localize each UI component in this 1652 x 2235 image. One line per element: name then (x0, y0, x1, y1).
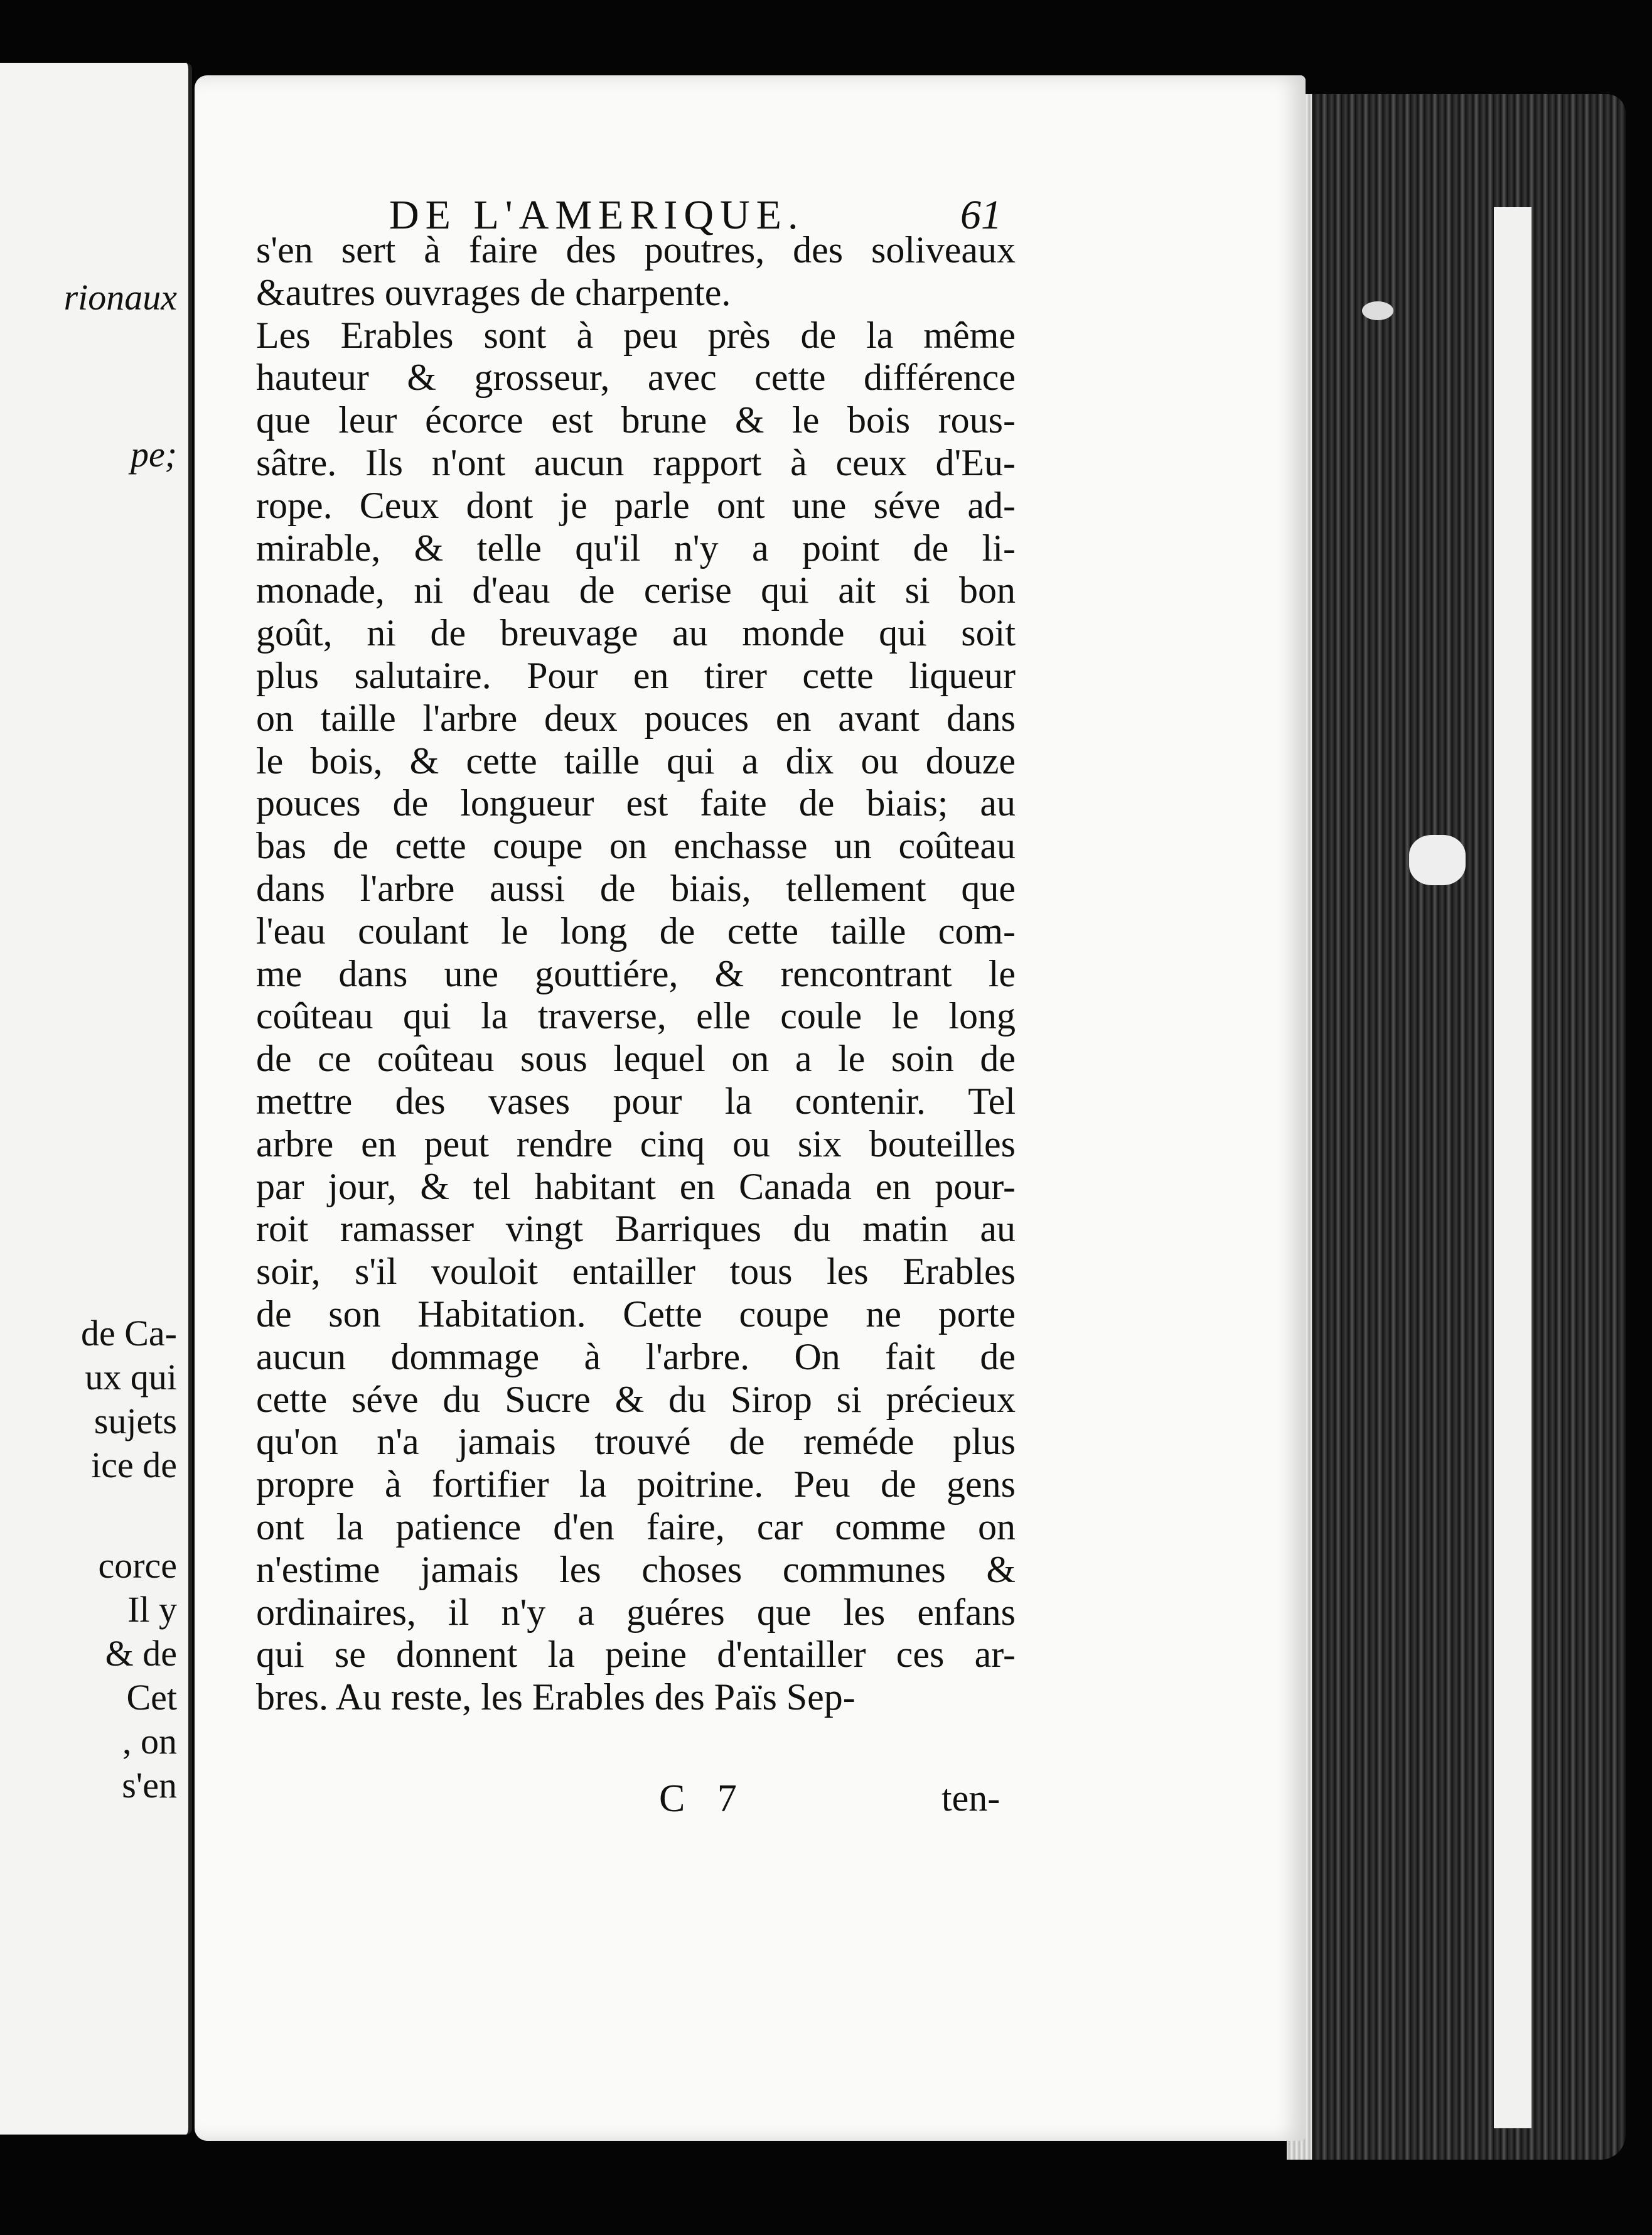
text-line: que leur écorce est brune & le bois rous- (256, 399, 1016, 441)
left-page-line: s'en (122, 1765, 177, 1806)
text-line: le bois, & cette taille qui a dix ou douze (256, 740, 1016, 782)
left-page-line: , on (122, 1721, 177, 1762)
left-page-line: pe; (130, 434, 177, 475)
text-line: mirable, & telle qu'il n'y a point de li- (256, 527, 1016, 569)
text-line: propre à fortifier la poitrine. Peu de gens (256, 1463, 1016, 1505)
paper-spot (1409, 835, 1466, 885)
left-page (0, 63, 192, 2135)
left-page-line: de Ca- (81, 1313, 177, 1354)
text-line: me dans une gouttiére, & rencontrant le (256, 952, 1016, 994)
text-line: goût, ni de breuvage au monde qui soit (256, 612, 1016, 654)
text-line: rope. Ceux dont je parle ont une séve ad- (256, 484, 1016, 526)
left-page-line: & de (105, 1633, 177, 1674)
left-page-line: sujets (94, 1401, 177, 1441)
text-line: arbre en peut rendre cinq ou six bouteilles (256, 1123, 1016, 1165)
left-page-line: Cet (126, 1677, 177, 1718)
page-number: 61 (960, 192, 1002, 238)
text-line: l'eau coulant le long de cette taille com- (256, 910, 1016, 952)
text-line: bas de cette coupe on enchasse un coûteau (256, 825, 1016, 867)
running-head: DE L'AMERIQUE. (389, 192, 805, 238)
text-line: n'estime jamais les choses communes & (256, 1548, 1016, 1590)
left-page-line: ux qui (85, 1357, 177, 1398)
text-line: &autres ouvrages de charpente. (256, 271, 731, 313)
left-page-line: rionaux (63, 277, 177, 318)
text-line: dans l'arbre aussi de biais, tellement que (256, 867, 1016, 909)
text-line: de ce coûteau sous lequel on a le soin de (256, 1038, 1016, 1080)
text-line: de son Habitation. Cette coupe ne porte (256, 1293, 1016, 1335)
text-line: s'en sert à faire des poutres, des soliveaux (256, 229, 1016, 271)
text-line: on taille l'arbre deux pouces en avant dans (256, 697, 1016, 739)
text-line: plus salutaire. Pour en tirer cette liqueur (256, 654, 1016, 696)
text-line: soir, s'il vouloit entailler tous les Erables (256, 1251, 1016, 1293)
text-line: sâtre. Ils n'ont aucun rapport à ceux d'Eu- (256, 441, 1016, 483)
text-line: monade, ni d'eau de cerise qui ait si bon (256, 569, 1016, 611)
text-line: ordinaires, il n'y a guéres que les enfans (256, 1591, 1016, 1633)
text-line: coûteau qui la traverse, elle coule le long (256, 995, 1016, 1037)
text-line: ont la patience d'en faire, car comme on (256, 1505, 1016, 1548)
book-fore-edge (1287, 94, 1626, 2160)
body-text (256, 229, 1016, 1719)
left-page-line: ice de (91, 1445, 177, 1485)
text-line: aucun dommage à l'arbre. On fait de (256, 1335, 1016, 1377)
text-line: bres. Au reste, les Erables des Païs Sep- (256, 1676, 856, 1718)
left-page-line: corce (98, 1545, 177, 1586)
page-marker-strip (1494, 207, 1531, 2128)
text-line: cette séve du Sucre & du Sirop si précieux (256, 1378, 1016, 1420)
paper-spot (1362, 301, 1393, 320)
text-line: mettre des vases pour la contenir. Tel (256, 1080, 1016, 1122)
signature-mark: C 7 (659, 1777, 748, 1820)
text-line: hauteur & grosseur, avec cette différence (256, 357, 1016, 399)
text-line: qu'on n'a jamais trouvé de reméde plus (256, 1421, 1016, 1463)
catchword: ten- (941, 1777, 1000, 1819)
text-line: pouces de longueur est faite de biais; au (256, 782, 1016, 824)
text-line: Les Erables sont à peu près de la même (256, 314, 1016, 356)
left-page-line: Il y (127, 1589, 177, 1630)
text-line: qui se donnent la peine d'entailler ces ar- (256, 1634, 1016, 1676)
text-line: par jour, & tel habitant en Canada en pour- (256, 1165, 1016, 1207)
text-line: roit ramasser vingt Barriques du matin au (256, 1208, 1016, 1250)
